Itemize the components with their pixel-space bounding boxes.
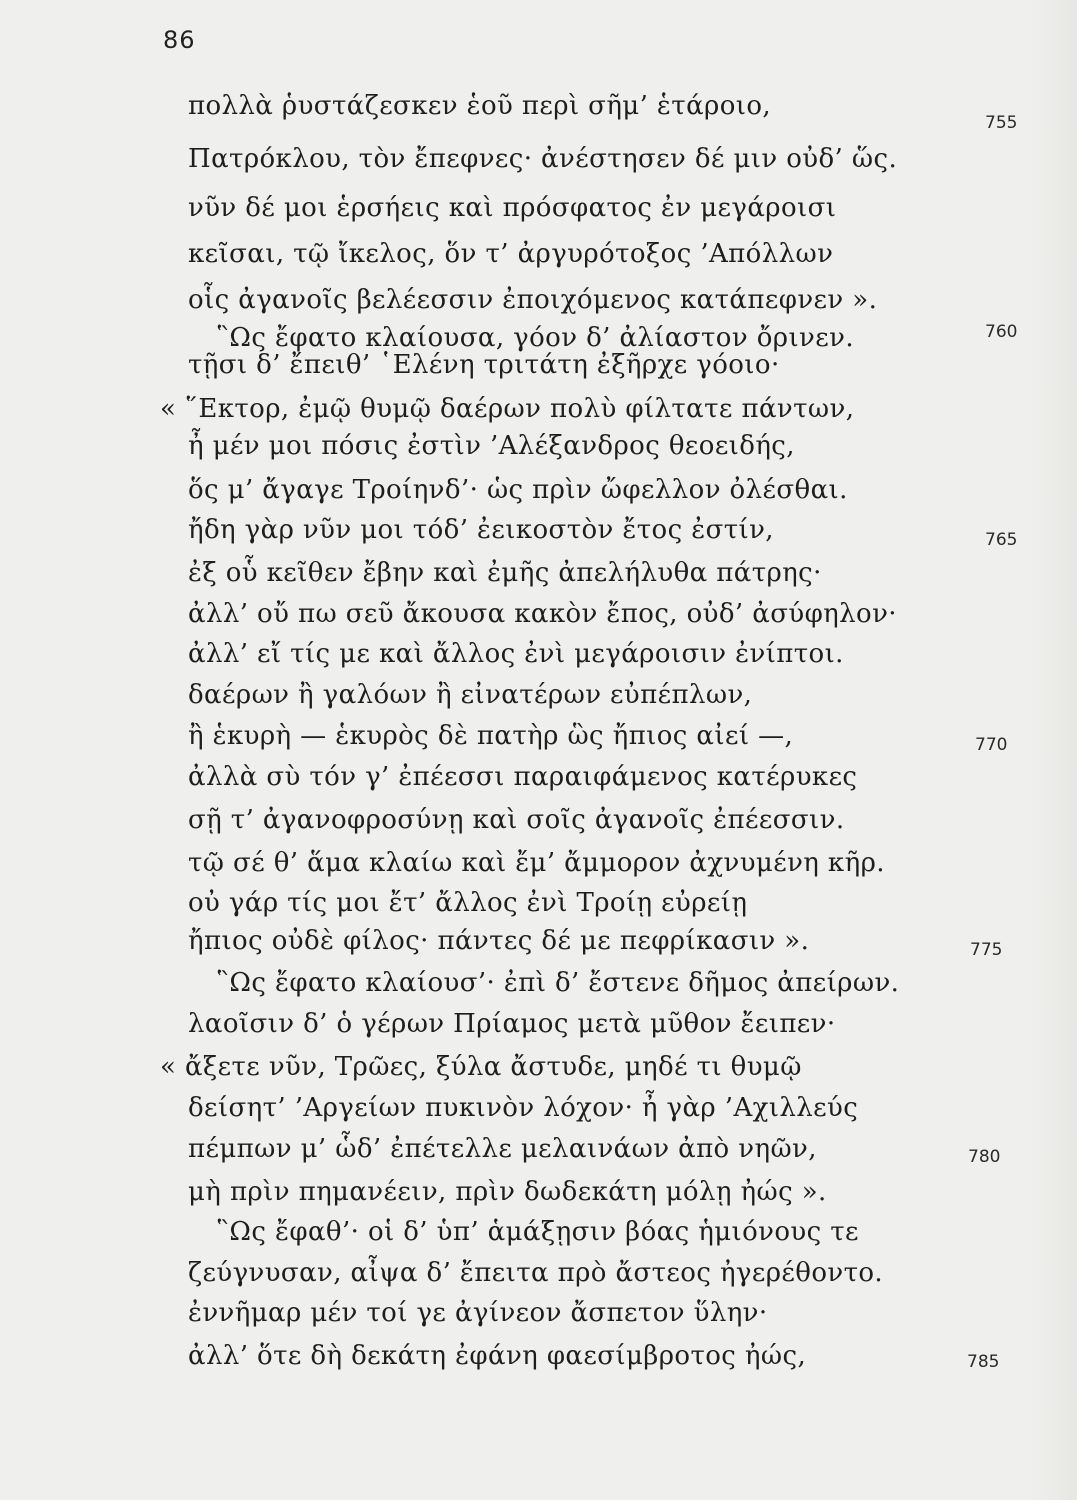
verse-line: ζεύγνυσαν, αἶψα δ’ ἔπειτα πρὸ ἄστεος ἠγερέθοντο. (188, 1258, 884, 1288)
line-number: 760 (985, 322, 1018, 342)
verse-line: νῦν δέ μοι ἑρσήεις καὶ πρόσφατος ἐν μεγάροισι (188, 193, 837, 223)
verse-line: « ἄξετε νῦν, Τρῶες, ξύλα ἄστυδε, μηδέ τι θυμῷ (160, 1052, 802, 1082)
verse-line: ῝Ως ἔφαθ’· οἱ δ’ ὑπ’ ἁμάξῃσιν βόας ἡμιόνους τε (216, 1217, 859, 1247)
verse-line: ἤδη γὰρ νῦν μοι τόδ’ ἐεικοστὸν ἔτος ἐστίν, (188, 515, 774, 545)
line-number: 765 (985, 530, 1018, 550)
verse-line: ἢ ἑκυρὴ — ἑκυρὸς δὲ πατὴρ ὣς ἤπιος αἰεί —, (188, 721, 794, 751)
verse-line: Πατρόκλου, τὸν ἔπεφνες· ἀνέστησεν δέ μιν οὐδ’ ὥς. (188, 144, 898, 174)
verse-line: « ῞Εκτορ, ἐμῷ θυμῷ δαέρων πολὺ φίλτατε πάντων, (160, 394, 855, 424)
verse-line: οἷς ἀγανοῖς βελέεσσιν ἐποιχόμενος κατάπεφνεν ». (188, 285, 878, 315)
verse-line: μὴ πρὶν πημανέειν, πρὶν δωδεκάτη μόλῃ ἠώς ». (188, 1177, 827, 1207)
verse-line: ἐννῆμαρ μέν τοί γε ἀγίνεον ἄσπετον ὕλην· (188, 1298, 768, 1328)
line-number: 770 (975, 735, 1008, 755)
verse-line: ἐξ οὗ κεῖθεν ἔβην καὶ ἐμῆς ἀπελήλυθα πάτρης· (188, 558, 822, 588)
verse-line: πολλὰ ῥυστάζεσκεν ἑοῦ περὶ σῆμ’ ἑτάροιο, (188, 91, 772, 121)
verse-line: δαέρων ἢ γαλόων ἢ εἰνατέρων εὐπέπλων, (188, 680, 753, 710)
verse-line: ὅς μ’ ἄγαγε Τροίηνδ’· ὡς πρὶν ὤφελλον ὀλέσθαι. (188, 475, 848, 505)
line-number: 775 (970, 940, 1003, 960)
verse-line: ἀλλ’ οὔ πω σεῦ ἄκουσα κακὸν ἔπος, οὐδ’ ἀσύφηλον· (188, 599, 897, 629)
verse-line: πέμπων μ’ ὧδ’ ἐπέτελλε μελαινάων ἀπὸ νηῶν, (188, 1134, 817, 1164)
line-number: 785 (967, 1352, 1000, 1372)
line-number: 755 (985, 113, 1018, 133)
verse-line: ἀλλ’ ὅτε δὴ δεκάτη ἐφάνη φαεσίμβροτος ἠώς, (188, 1341, 807, 1371)
verse-line: οὐ γάρ τίς μοι ἔτ’ ἄλλος ἐνὶ Τροίῃ εὐρείῃ (188, 888, 748, 918)
verse-line: δείσητ’ ’Αργείων πυκινὸν λόχον· ἦ γὰρ ’Αχιλλεύς (188, 1093, 859, 1123)
verse-line: τῷ σέ θ’ ἅμα κλαίω καὶ ἔμ’ ἄμμορον ἀχνυμένη κῆρ. (188, 848, 885, 878)
verse-line: κεῖσαι, τῷ ἴκελος, ὅν τ’ ἀργυρότοξος ’Απόλλων (188, 239, 834, 269)
verse-line: ἀλλὰ σὺ τόν γ’ ἐπέεσσι παραιφάμενος κατέρυκες (188, 762, 858, 792)
page-number: 86 (163, 26, 196, 54)
facing-page-bleed (1030, 0, 1077, 1500)
verse-line: ἤπιος οὐδὲ φίλος· πάντες δέ με πεφρίκασιν ». (188, 926, 810, 956)
verse-line: ῝Ως ἔφατο κλαίουσα, γόον δ’ ἀλίαστον ὄρινεν. (216, 323, 854, 353)
verse-line: ῝Ως ἔφατο κλαίουσ’· ἐπὶ δ’ ἔστενε δῆμος ἀπείρων. (216, 968, 900, 998)
verse-line: ἦ μέν μοι πόσις ἐστὶν ’Αλέξανδρος θεοειδής, (188, 431, 795, 461)
verse-line: ἀλλ’ εἴ τίς με καὶ ἄλλος ἐνὶ μεγάροισιν ἐνίπτοι. (188, 639, 844, 669)
verse-line: τῇσι δ’ ἔπειθ’ ῾Ελένη τριτάτη ἐξῆρχε γόοιο· (188, 350, 780, 380)
verse-line: λαοῖσιν δ’ ὁ γέρων Πρίαμος μετὰ μῦθον ἔειπεν· (188, 1009, 836, 1039)
verse-line: σῇ τ’ ἀγανοφροσύνῃ καὶ σοῖς ἀγανοῖς ἐπέεσσιν. (188, 805, 845, 835)
line-number: 780 (968, 1147, 1001, 1167)
